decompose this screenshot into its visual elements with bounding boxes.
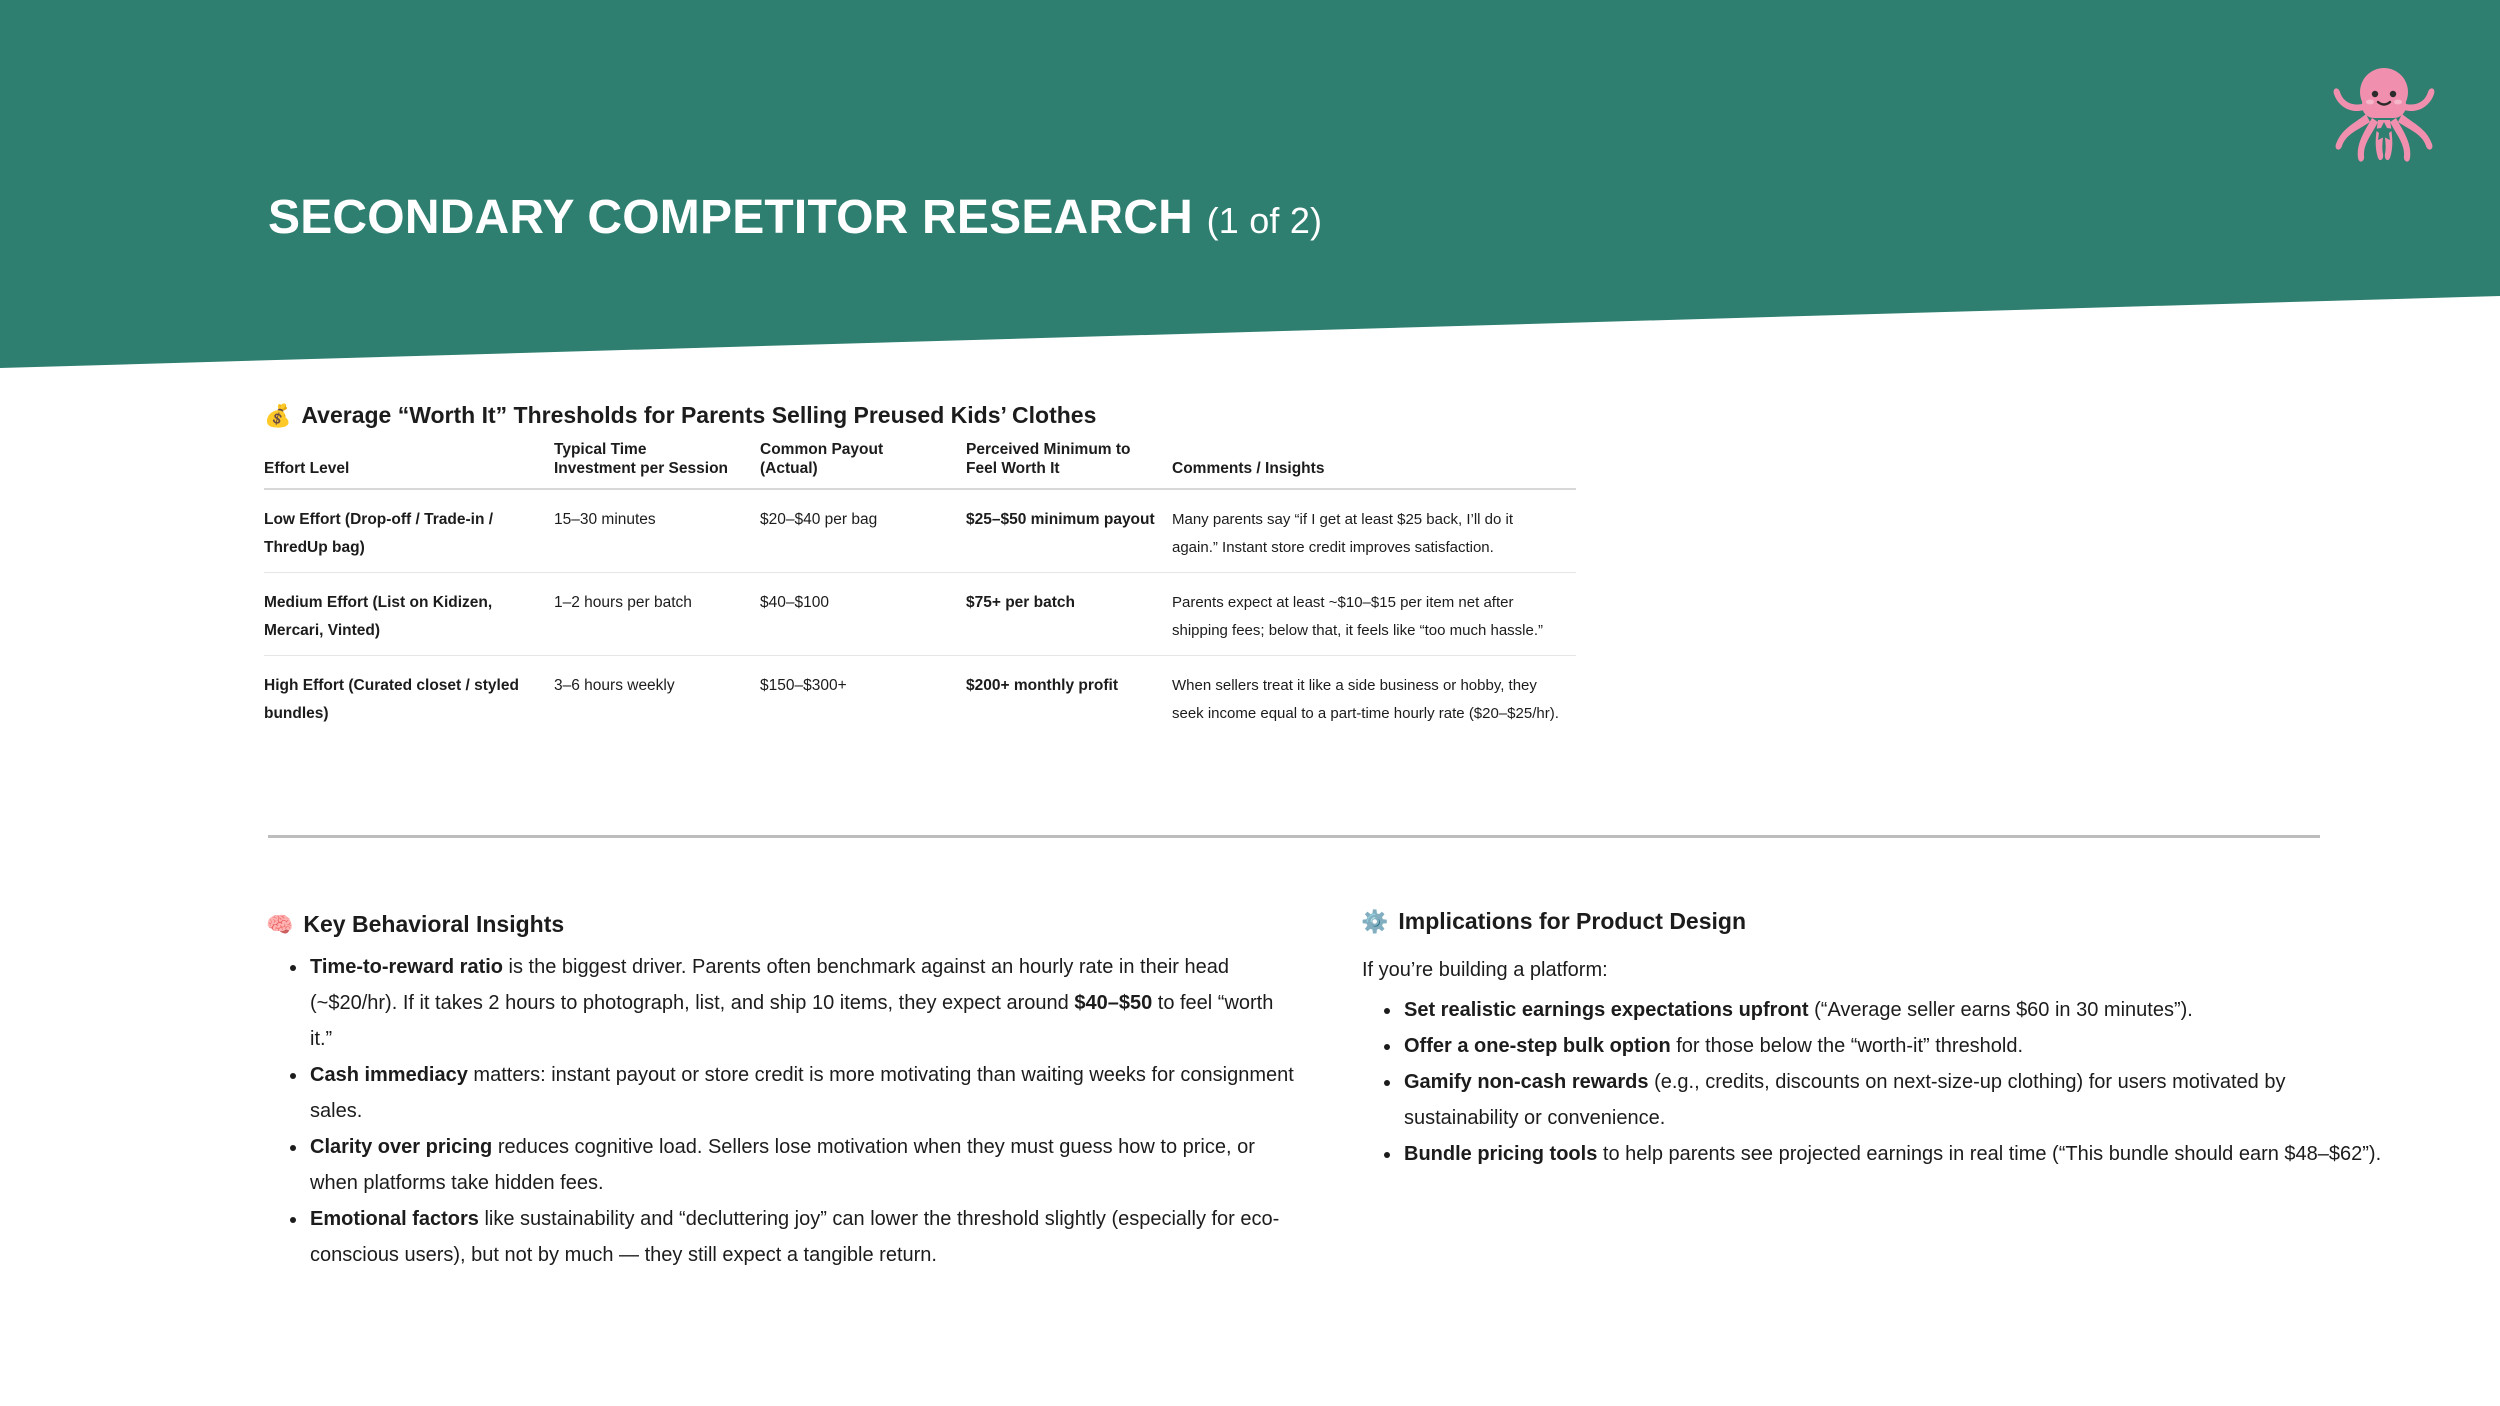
insights-heading-text: Key Behavioral Insights bbox=[303, 911, 565, 937]
effort-level-cell: Medium Effort (List on Kidizen, Mercari, Vinted) bbox=[264, 573, 554, 656]
implication-lead: Bundle pricing tools bbox=[1404, 1143, 1598, 1165]
list-item bbox=[1402, 1064, 2382, 1136]
implication-text: to help parents see projected earnings in real time (“This bundle should earn $48–$62”). bbox=[1597, 1143, 2382, 1165]
insight-text: matters: instant payout or store credit is more motivating than waiting weeks for consignment sales. bbox=[310, 1064, 1294, 1122]
page-subtitle: (1 of 2) bbox=[1206, 200, 1323, 241]
column-header-time-investment: Typical Time Investment per Session bbox=[554, 440, 760, 489]
implication-lead: Gamify non-cash rewards bbox=[1404, 1071, 1649, 1093]
time-cell: 1–2 hours per batch bbox=[554, 573, 760, 656]
table-row bbox=[264, 573, 1576, 656]
effort-level-cell: Low Effort (Drop-off / Trade-in / ThredUp bag) bbox=[264, 489, 554, 573]
column-header-effort-level: Effort Level bbox=[264, 440, 554, 489]
section-divider bbox=[268, 835, 2320, 838]
implication-text: for those below the “worth-it” threshold. bbox=[1670, 1035, 2024, 1057]
insight-lead: Time-to-reward ratio bbox=[310, 956, 503, 978]
insight-text: like sustainability and “decluttering joy” can lower the threshold slightly (especially for eco-conscious users), but not by much — they still expect a tangible return. bbox=[310, 1208, 1280, 1266]
minimum-cell: $200+ monthly profit bbox=[966, 677, 1119, 694]
thresholds-heading bbox=[264, 402, 1096, 429]
list-item bbox=[1402, 992, 2382, 1028]
column-header-comments: Comments / Insights bbox=[1172, 440, 1576, 489]
insight-lead: Cash immediacy bbox=[310, 1064, 468, 1086]
implication-lead: Offer a one-step bulk option bbox=[1404, 1035, 1671, 1057]
column-header-common-payout: Common Payout (Actual) bbox=[760, 440, 966, 489]
implications-heading bbox=[1361, 908, 1746, 935]
insight-lead: Emotional factors bbox=[310, 1208, 479, 1230]
insight-lead: Clarity over pricing bbox=[310, 1136, 493, 1158]
page-title-text: SECONDARY COMPETITOR RESEARCH bbox=[268, 191, 1194, 244]
implication-text: (e.g., credits, discounts on next-size-up clothing) for users motivated by sustainability or convenience. bbox=[1404, 1071, 2286, 1129]
thresholds-table bbox=[264, 440, 1576, 738]
time-cell: 3–6 hours weekly bbox=[554, 677, 675, 694]
time-cell: 15–30 minutes bbox=[554, 489, 760, 573]
payout-cell: $150–$300+ bbox=[760, 677, 847, 694]
list-item bbox=[308, 1057, 1294, 1129]
implication-text: (“Average seller earns $60 in 30 minutes”). bbox=[1808, 999, 2193, 1021]
list-item bbox=[1402, 1028, 2382, 1064]
insight-emphasis: $40–$50 bbox=[1074, 992, 1153, 1014]
implications-heading-text: Implications for Product Design bbox=[1398, 908, 1747, 934]
comment-cell: Parents expect at least ~$10–$15 per item net after shipping fees; below that, it feels like “too much hassle.” bbox=[1172, 573, 1576, 656]
payout-cell: $40–$100 bbox=[760, 573, 966, 656]
implication-lead: Set realistic earnings expectations upfront bbox=[1404, 999, 1809, 1021]
column-header-perceived-minimum: Perceived Minimum to Feel Worth It bbox=[966, 440, 1172, 489]
minimum-cell: $75+ per batch bbox=[966, 573, 1172, 656]
minimum-cell: $25–$50 minimum payout bbox=[966, 489, 1172, 573]
insights-heading bbox=[266, 911, 564, 938]
thresholds-heading-text: Average “Worth It” Thresholds for Parents Selling Preused Kids’ Clothes bbox=[301, 402, 1097, 428]
insight-text: is the biggest driver. Parents often benchmark against an hourly rate in their head (~$20/hr). If it takes 2 hours to photograph, list, and ship 10 items, they expect around bbox=[310, 956, 1229, 1014]
insights-list bbox=[266, 949, 1294, 1273]
brain-icon: 🧠 bbox=[266, 911, 294, 937]
list-item bbox=[308, 1201, 1294, 1273]
list-item bbox=[308, 1129, 1294, 1201]
payout-cell: $20–$40 per bag bbox=[760, 489, 966, 573]
comment-cell: When sellers treat it like a side business or hobby, they seek income equal to a part-time hourly rate ($20–$25/hr). bbox=[1172, 677, 1559, 722]
insight-text: reduces cognitive load. Sellers lose motivation when they must guess how to price, or when platforms take hidden fees. bbox=[310, 1136, 1255, 1194]
gear-icon: ⚙️ bbox=[1361, 908, 1389, 934]
implications-intro: If you’re building a platform: bbox=[1362, 959, 1608, 981]
comment-cell: Many parents say “if I get at least $25 back, I’ll do it again.” Instant store credit improves satisfaction. bbox=[1172, 489, 1576, 573]
table-header-row bbox=[264, 440, 1576, 489]
effort-level-cell: High Effort (Curated closet / styled bundles) bbox=[264, 677, 519, 722]
pink-octopus-icon bbox=[2328, 58, 2440, 170]
money-bag-icon: 💰 bbox=[264, 402, 292, 428]
list-item bbox=[308, 949, 1294, 1057]
implications-list bbox=[1360, 992, 2382, 1172]
insight-text-end: to feel “worth it.” bbox=[310, 992, 1274, 1050]
page-title bbox=[268, 190, 1322, 245]
table-row bbox=[264, 489, 1576, 573]
list-item bbox=[1402, 1136, 2382, 1172]
table-row bbox=[264, 656, 1576, 739]
